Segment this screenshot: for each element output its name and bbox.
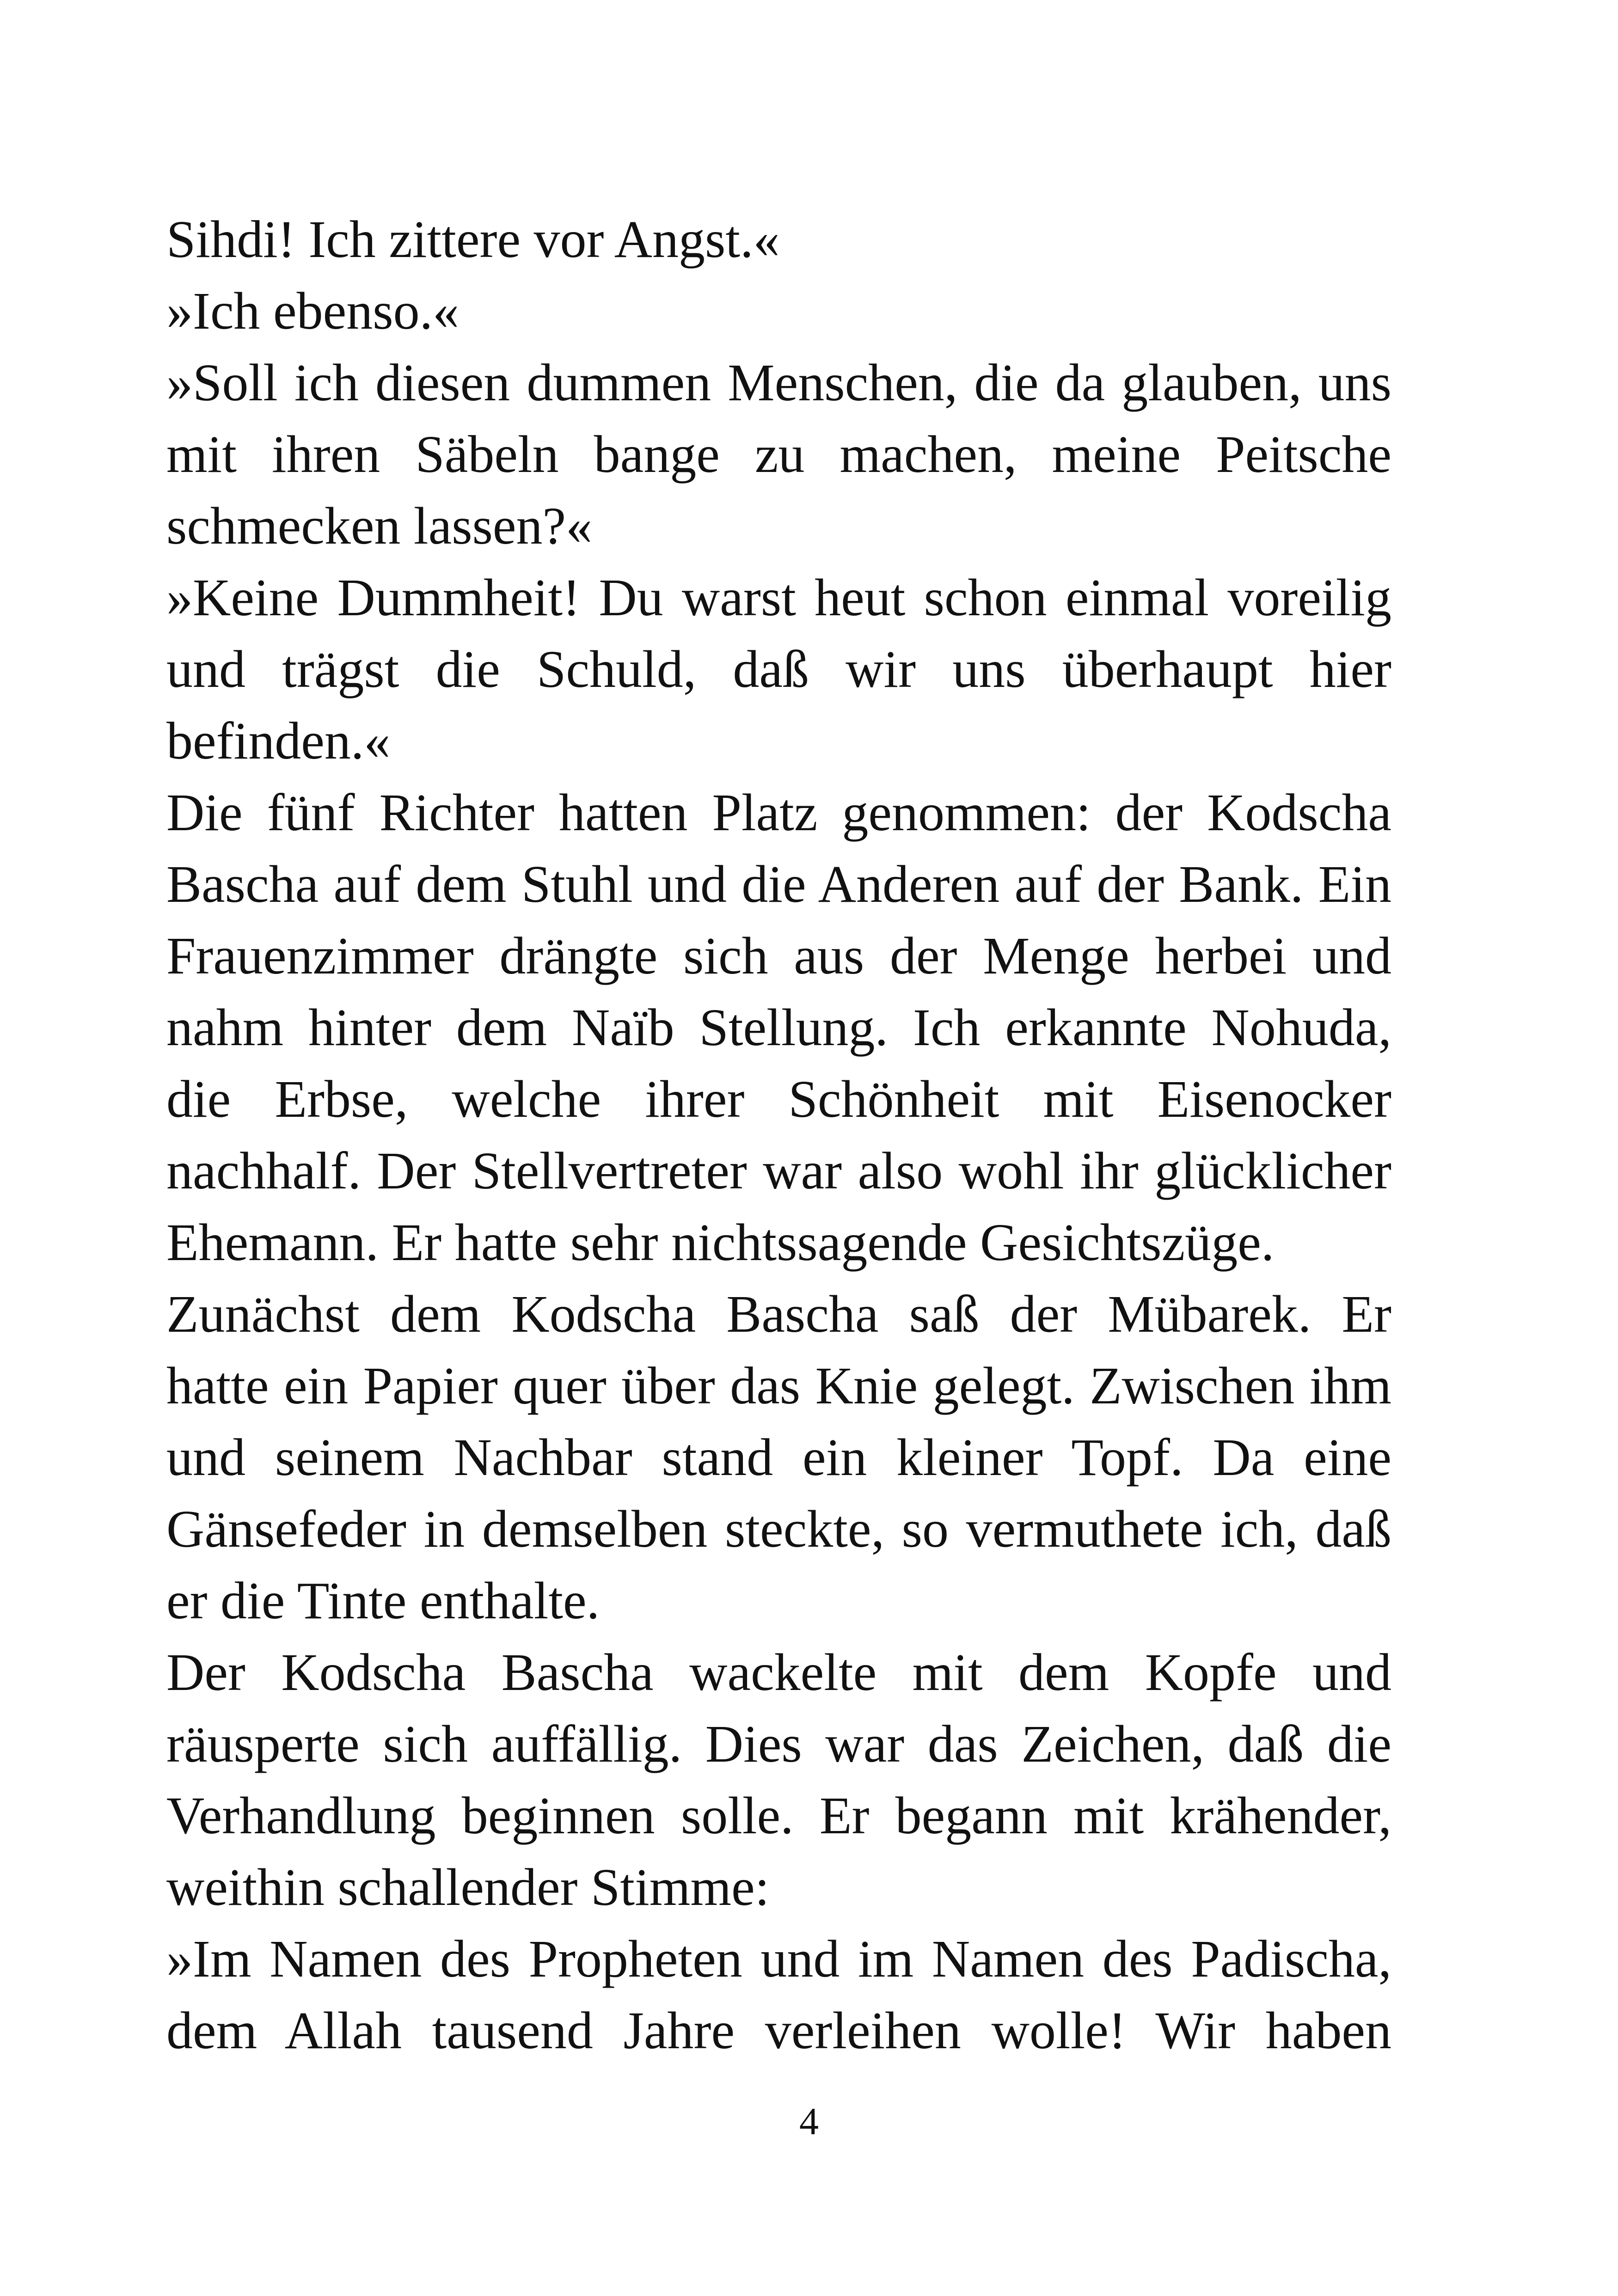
text-line: und trägst die Schuld, daß wir uns überhaupt hier <box>166 640 1391 698</box>
text-line: Ehemann. Er hatte sehr nichtssagende Gesichtszüge. <box>166 1213 1275 1272</box>
page-number: 4 <box>799 2100 819 2143</box>
text-line: Gänsefeder in demselben steckte, so vermuthete ich, daß <box>166 1500 1391 1558</box>
text-line: Zunächst dem Kodscha Bascha saß der Mübarek. Er <box>166 1285 1391 1343</box>
text-line: Der Kodscha Bascha wackelte mit dem Kopfe und <box>166 1643 1391 1702</box>
text-line: Frauenzimmer drängte sich aus der Menge herbei und <box>166 926 1391 985</box>
text-line: mit ihren Säbeln bange zu machen, meine Peitsche <box>166 425 1391 484</box>
text-line: die Erbse, welche ihrer Schönheit mit Eisenocker <box>166 1070 1391 1128</box>
text-line: dem Allah tausend Jahre verleihen wolle! Wir haben <box>166 2001 1391 2060</box>
text-line: und seinem Nachbar stand ein kleiner Topf. Da eine <box>166 1428 1391 1487</box>
text-line: »Keine Dummheit! Du warst heut schon einmal voreilig <box>166 568 1391 627</box>
text-line: schmecken lassen?« <box>166 496 593 555</box>
body-text <box>166 203 1391 2066</box>
text-line: Sihdi! Ich zittere vor Angst.« <box>166 210 780 269</box>
text-line: nachhalf. Der Stellvertreter war also wohl ihr glücklicher <box>166 1141 1391 1200</box>
text-line: »Soll ich diesen dummen Menschen, die da glauben, uns <box>166 353 1391 412</box>
text-line: befinden.« <box>166 711 391 770</box>
text-line: Die fünf Richter hatten Platz genommen: der Kodscha <box>166 783 1391 842</box>
text-line: »Im Namen des Propheten und im Namen des Padischa, <box>166 1929 1391 1988</box>
text-line: räusperte sich auffällig. Dies war das Zeichen, daß die <box>166 1714 1391 1773</box>
text-line: Verhandlung beginnen solle. Er begann mit krähender, <box>166 1786 1391 1845</box>
text-line: hatte ein Papier quer über das Knie gelegt. Zwischen ihm <box>166 1356 1391 1415</box>
text-line: weithin schallender Stimme: <box>166 1858 770 1916</box>
text-line: »Ich ebenso.« <box>166 282 460 340</box>
text-line: nahm hinter dem Naïb Stellung. Ich erkannte Nohuda, <box>166 998 1391 1057</box>
text-line: er die Tinte enthalte. <box>166 1571 600 1630</box>
text-line: Bascha auf dem Stuhl und die Anderen auf der Bank. Ein <box>166 855 1391 913</box>
